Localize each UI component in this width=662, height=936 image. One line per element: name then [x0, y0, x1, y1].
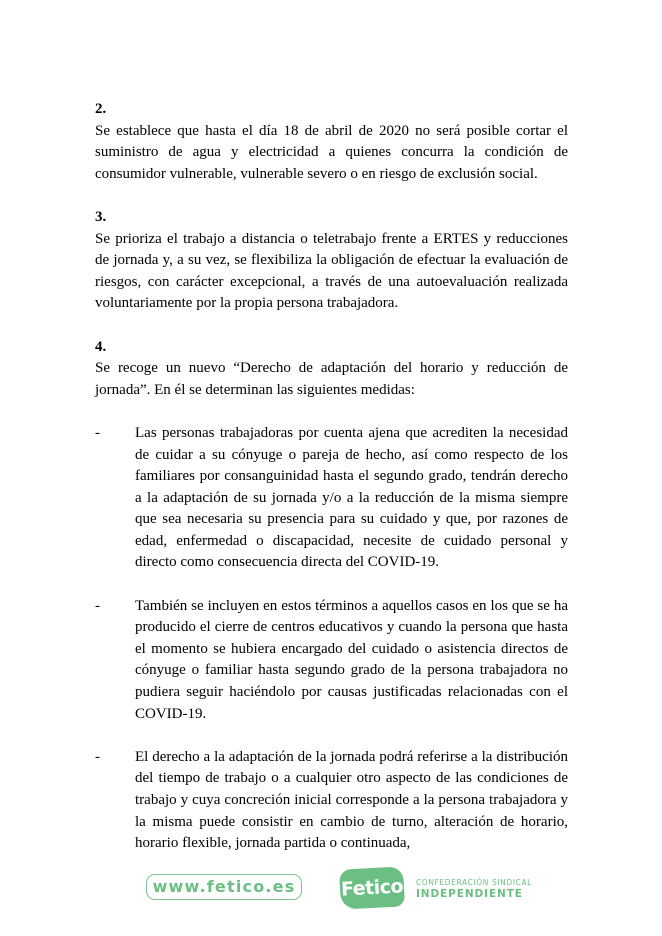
website-link[interactable]: www.fetico.es [146, 874, 302, 900]
bullet-dash: - [95, 597, 100, 614]
fetico-logo: Fetico [339, 866, 405, 909]
list-item [95, 596, 568, 726]
org-name [416, 878, 532, 901]
list-item [95, 747, 568, 855]
section-number: 4. [95, 338, 107, 355]
section-number: 2. [95, 101, 107, 117]
section-4 [95, 337, 568, 402]
list-item-text: Las personas trabajadoras por cuenta ajena que acrediten la necesidad de cuidar a su cónyuge o pareja de hecho, así como respecto de los familiares por consanguinidad hasta el segundo grado, tendrán derecho a la adaptación de su jornada y/o a la reducción de la misma siempre que sea necesaria su presencia para su cuidado y que, por razones de edad, enfermedad o discapacidad, necesite de cuidado personal y directo como consecuencia directa del COVID-19. [135, 424, 568, 571]
bullet-dash: - [95, 748, 100, 765]
page-footer [0, 862, 662, 912]
section-number: 3. [95, 208, 107, 225]
section-3 [95, 207, 568, 315]
list-item-text: También se incluyen en estos términos a aquellos casos en los que se ha producido el cierre de centros educativos y cuando la persona que hasta el momento se hubiera encargado del cuidado o asistencia directos de cónyuge o familiar hasta segundo grado de la persona trabajadora no pudiera seguir haciéndolo por causas justificadas relacionadas con el COVID-19. [135, 597, 568, 722]
bullet-dash: - [95, 424, 100, 441]
section-paragraph: Se prioriza el trabajo a distancia o teletrabajo frente a ERTES y reducciones de jornada y, a su vez, se flexibiliza la obligación de efectuar la evaluación de riesgos, con carácter excepcional, a través de una autoevaluación realizada voluntariamente por la propia persona trabajadora. [95, 230, 568, 312]
org-name-line1: CONFEDERACIÓN SINDICAL [416, 878, 532, 887]
org-name-line2: INDEPENDIENTE [416, 888, 523, 900]
list-item-text: El derecho a la adaptación de la jornada podrá referirse a la distribución del tiempo de trabajo o a cualquier otro aspecto de las condiciones de trabajo y cuya concreción inicial corresponde a la persona trabajadora y la misma puede consistir en cambio de turno, alteración de horario, horario flexible, jornada partida o continuada, [135, 748, 568, 852]
section-paragraph: Se recoge un nuevo “Derecho de adaptación del horario y reducción de jornada”. En él se determinan las siguientes medidas: [95, 360, 568, 398]
section-2 [95, 99, 568, 185]
section-paragraph: Se establece que hasta el día 18 de abril de 2020 no será posible cortar el suministro de agua y electricidad a quienes concurra la condición de consumidor vulnerable, vulnerable severo o en riesgo de exclusión social. [95, 122, 568, 182]
document-body [95, 99, 568, 855]
list-item [95, 423, 568, 574]
